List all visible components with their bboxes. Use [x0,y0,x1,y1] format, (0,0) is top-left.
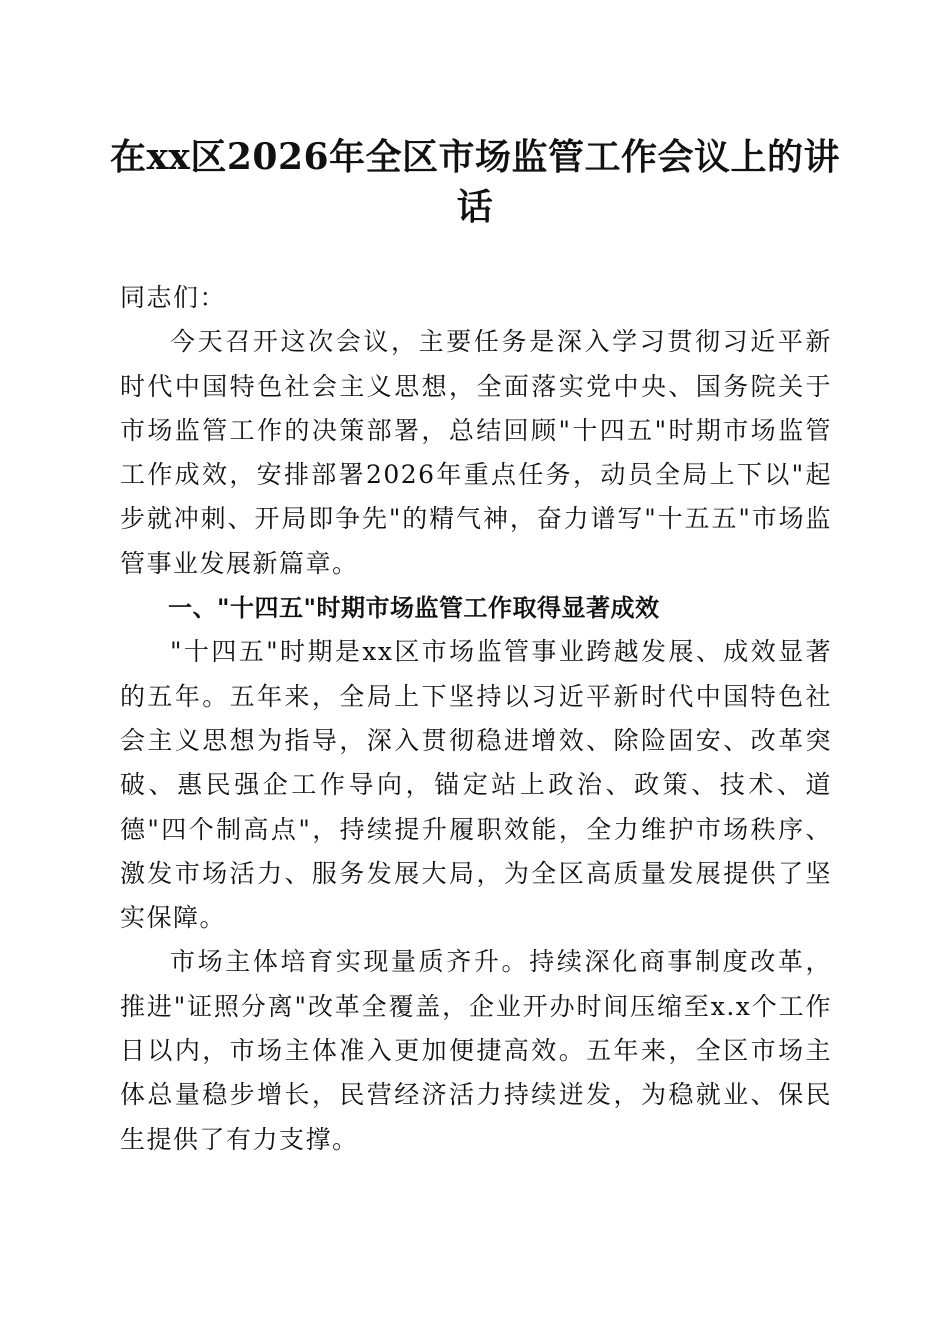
document-body [120,276,832,1162]
section-paragraph-2: 市场主体培育实现量质齐升。持续深化商事制度改革，推进"证照分离"改革全覆盖，企业开办时间压缩至x.x个工作日以内，市场主体准入更加便捷高效。五年来，全区市场主体总量稳步增长，民营经济活力持续迸发，为稳就业、保民生提供了有力支撑。 [120,947,832,1154]
document-title: 在xx区2026年全区市场监管工作会议上的讲话 [109,136,841,228]
section-paragraph-1: "十四五"时期是xx区市场监管事业跨越发展、成效显著的五年。五年来，全局上下坚持以习近平新时代中国特色社会主义思想为指导，深入贯彻稳进增效、除险固安、改革突破、惠民强企工作导向，锚定站上政治、政策、技术、道德"四个制高点"，持续提升履职效能，全力维护市场秩序、激发市场活力、服务发展大局，为全区高质量发展提供了坚实保障。 [120,637,832,933]
section-heading: 一、"十四五"时期市场监管工作取得显著成效 [168,594,660,623]
intro-paragraph: 今天召开这次会议，主要任务是深入学习贯彻习近平新时代中国特色社会主义思想，全面落实党中央、国务院关于市场监管工作的决策部署，总结回顾"十四五"时期市场监管工作成效，安排部署2026年重点任务，动员全局上下以"起步就冲刺、开局即争先"的精气神，奋力谱写"十五五"市场监管事业发展新篇章。 [120,327,832,578]
salutation: 同志们： [120,283,227,312]
